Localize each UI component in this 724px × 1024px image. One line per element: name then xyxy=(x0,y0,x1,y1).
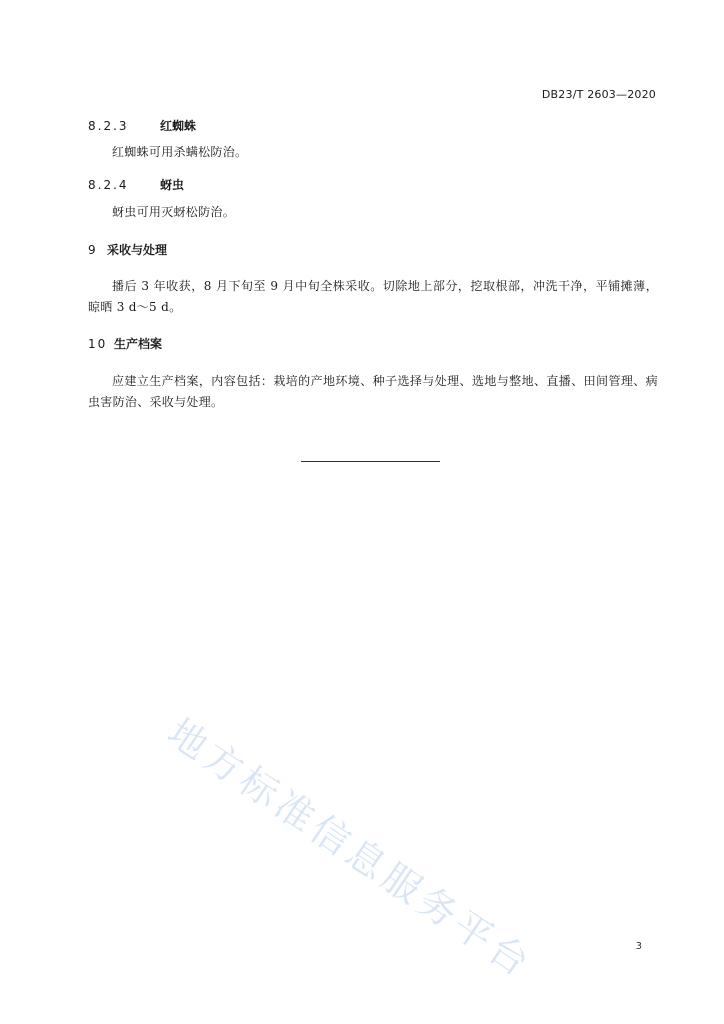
section-number: 8.2.3 xyxy=(88,119,129,133)
section-title: 蚜虫 xyxy=(160,178,185,192)
section-number: 10 xyxy=(88,337,108,351)
section-paragraph: 应建立生产档案，内容包括：栽培的产地环境、种子选择与处理、选地与整地、直播、田间管理、病虫害防治、采收与处理。 xyxy=(88,374,658,409)
watermark: 地方标准信息服务平台 xyxy=(159,710,541,988)
section-paragraph: 播后 3 年收获，8 月下旬至 9 月中旬全株采收。切除地上部分，挖取根部，冲洗干净，平铺摊薄，晾晒 3 d～5 d。 xyxy=(88,279,658,314)
section-title: 采收与处理 xyxy=(107,243,168,257)
section-title: 生产档案 xyxy=(114,337,163,351)
section-paragraph: 蚜虫可用灭蚜松防治。 xyxy=(112,205,236,219)
end-of-text-rule xyxy=(301,461,440,462)
section-heading xyxy=(88,242,167,258)
section-title: 红蜘蛛 xyxy=(160,119,197,133)
page-number: 3 xyxy=(635,941,642,952)
section-number: 8.2.4 xyxy=(88,178,129,192)
document-code: DB23/T 2603—2020 xyxy=(541,88,656,101)
section-paragraph: 红蜘蛛可用杀螨松防治。 xyxy=(112,145,248,159)
section-heading xyxy=(88,118,196,134)
section-heading xyxy=(88,177,184,193)
section-number: 9 xyxy=(88,243,98,257)
section-heading xyxy=(88,336,162,352)
